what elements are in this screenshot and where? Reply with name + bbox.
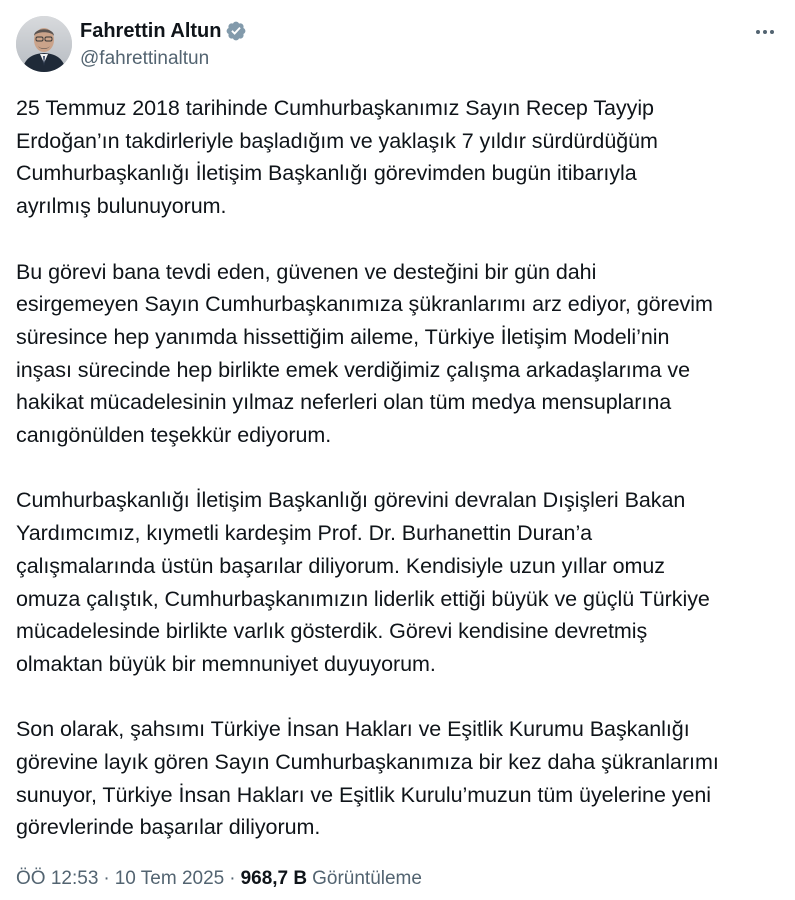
tweet-paragraph: 25 Temmuz 2018 tarihinde Cumhurbaşkanımız Sayın Recep Tayyip Erdoğan’ın takdirleriyle başladığım ve yaklaşık 7 yıldır sürdürdüğüm Cumhurbaşkanlığı İletişim Başkanlığı görevimden bugün itibarıyla ayrılmış bulunuyorum. [16,96,658,219]
verified-badge-icon[interactable] [225,20,247,42]
avatar[interactable] [16,16,72,72]
tweet-paragraph: Cumhurbaşkanlığı İletişim Başkanlığı görevini devralan Dışişleri Bakan Yardımcımız, kıymetli kardeşim Prof. Dr. Burhanettin Duran’a çalışmalarında üstün başarılar diliyorum. Kendisiyle uzun yıllar omuz omuza çalıştık, Cumhurbaşkanımızın liderlik ettiği büyük ve güçlü Türkiye mücadelesinde birlikte varlık gösterdik. Görevi kendisine devretmiş olmaktan büyük bir memnuniyet duyuyorum. [16,488,710,676]
user-handle[interactable]: @fahrettinaltun [80,48,210,69]
author-names [80,18,247,70]
tweet-time[interactable]: ÖÖ 12:53 [16,868,99,889]
tweet-meta [16,868,422,890]
tweet-date[interactable]: 10 Tem 2025 [114,868,225,889]
tweet-paragraph: Bu görevi bana tevdi eden, güvenen ve desteğini bir gün dahi esirgemeyen Sayın Cumhurbaşkanımıza şükranlarımı arz ediyor, görevim süresince hep yanımda hissettiğim aileme, Türkiye İletişim Modeli’nin inşası sürecinde hep birlikte emek verdiğimiz çalışma arkadaşlarıma ve hakikat mücadelesinin yılmaz neferleri olan tüm medya mensuplarına canıgönülden teşekkür ediyorum. [16,259,713,448]
meta-separator: · [229,868,236,889]
meta-separator: · [103,868,110,889]
tweet-header [16,14,785,74]
display-name[interactable]: Fahrettin Altun [80,19,222,42]
profile-photo [16,16,72,72]
views-label[interactable]: Görüntüleme [312,868,422,889]
display-name-row [80,18,247,44]
tweet-text [16,92,788,844]
views-count[interactable]: 968,7 B [240,868,308,889]
more-options-icon[interactable] [753,20,777,44]
tweet-paragraph: Son olarak, şahsımı Türkiye İnsan Hakları ve Eşitlik Kurumu Başkanlığı görevine layık gören Sayın Cumhurbaşkanımıza bir kez daha şükranlarımı sunuyor, Türkiye İnsan Hakları ve Eşitlik Kurulu’muzun tüm üyelerine yeni görevlerinde başarılar diliyorum. [16,717,719,840]
